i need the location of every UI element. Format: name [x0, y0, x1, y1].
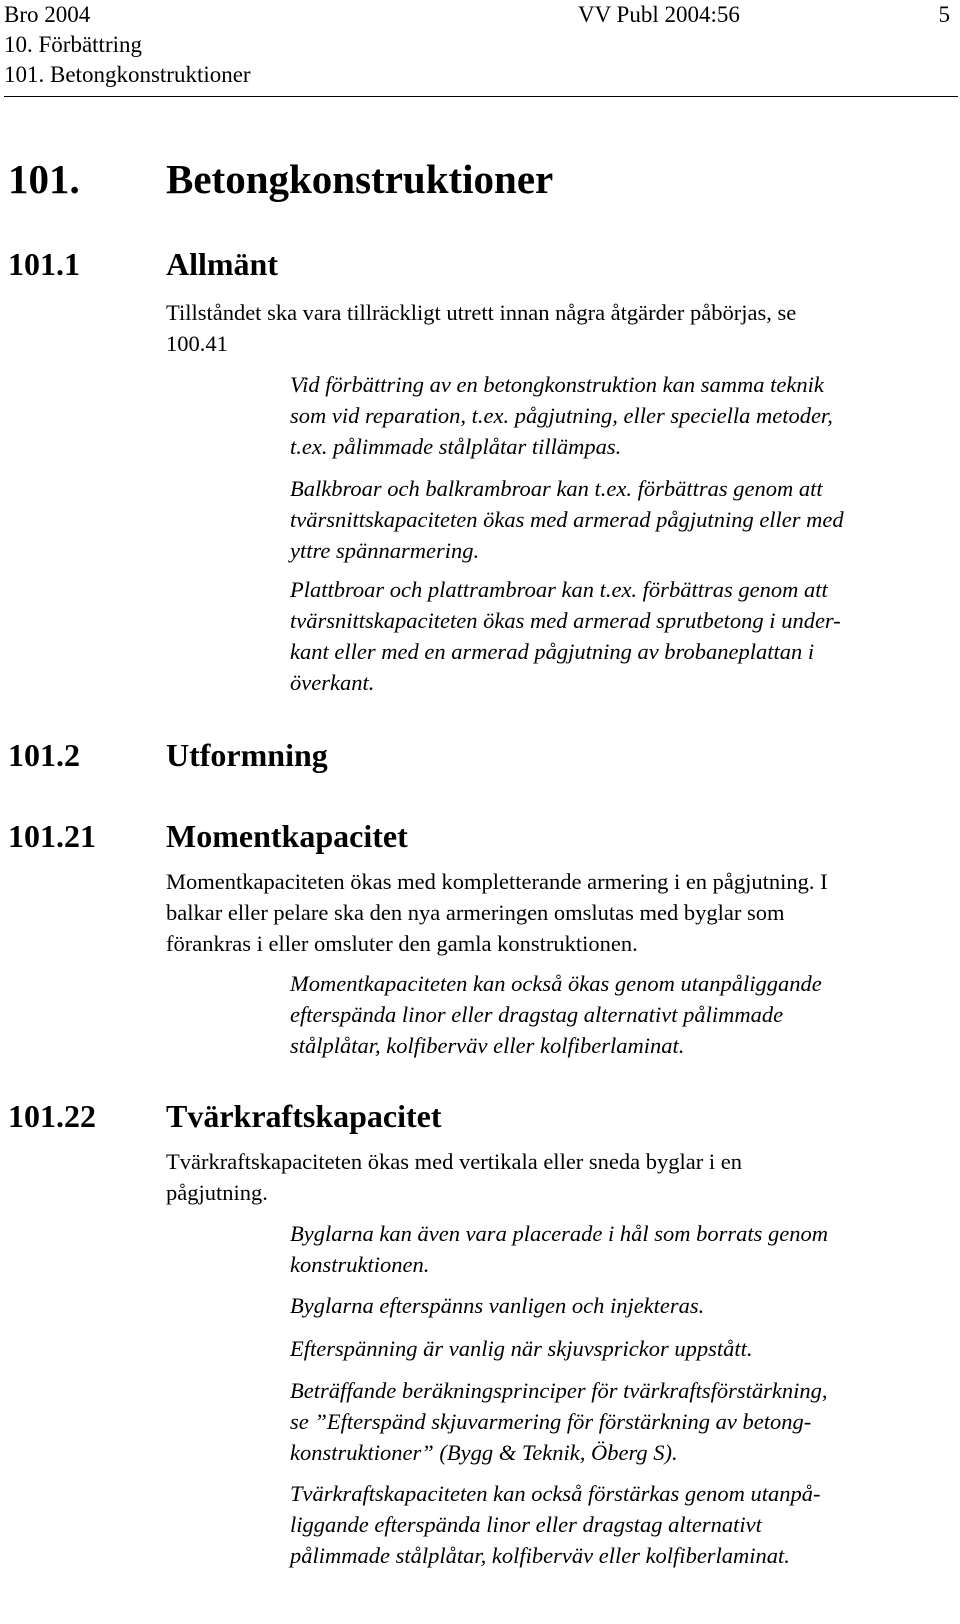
text-line: 100.41 [166, 331, 228, 356]
text-line: Tvärkraftskapaciteten ökas med vertikala eller sneda byglar i en [166, 1149, 742, 1174]
section-number: 101.22 [8, 1098, 96, 1134]
advice-paragraph [290, 574, 956, 698]
advice-paragraph [290, 1333, 956, 1364]
text-line: pågjutning. [166, 1180, 268, 1205]
text-line: stålplåtar, kolfiberväv eller kolfiberlaminat. [290, 1033, 685, 1058]
text-line: Beträffande beräkningsprinciper för tvärkraftsförstärkning, [290, 1378, 828, 1403]
header-publication: VV Publ 2004:56 [578, 2, 740, 27]
section-number: 101.1 [8, 246, 80, 282]
text-line: Byglarna kan även vara placerade i hål som borrats genom [290, 1221, 829, 1246]
text-line: konstruktioner” (Bygg & Teknik, Öberg S). [290, 1440, 678, 1465]
header-document-name: Bro 2004 [4, 2, 91, 27]
header-left [4, 0, 251, 90]
paragraph-requirement [166, 1146, 956, 1208]
header-section: 101. Betongkonstruktioner [4, 62, 251, 87]
chapter-number: 101. [8, 156, 80, 202]
text-line: Efterspänning är vanlig när skjuvsprickor uppstått. [290, 1336, 753, 1361]
header-page-number: 5 [938, 2, 950, 27]
text-line: konstruktionen. [290, 1252, 430, 1277]
text-line: Plattbroar och plattrambroar kan t.ex. förbättras genom att [290, 577, 828, 602]
text-line: se ”Efterspänd skjuvarmering för förstärkning av betong- [290, 1409, 812, 1434]
text-line: tvärsnittskapaciteten ökas med armerad pågjutning eller med [290, 507, 844, 532]
advice-paragraph [290, 369, 956, 462]
text-line: t.ex. pålimmade stålplåtar tillämpas. [290, 434, 622, 459]
text-line: Vid förbättring av en betongkonstruktion kan samma teknik [290, 372, 824, 397]
text-line: Momentkapaciteten ökas med kompletterande armering i en pågjutning. I [166, 869, 828, 894]
text-line: liggande efterspända linor eller dragstag alternativt [290, 1512, 762, 1537]
text-line: Tillståndet ska vara tillräckligt utrett innan några åtgärder påbörjas, se [166, 300, 797, 325]
paragraph-requirement [166, 297, 956, 359]
chapter-title: Betongkonstruktioner [166, 156, 554, 202]
advice-paragraph [290, 968, 956, 1061]
section-title: Momentkapacitet [166, 818, 408, 854]
advice-paragraph [290, 1375, 956, 1468]
text-line: balkar eller pelare ska den nya armeringen omslutas med byglar som [166, 900, 785, 925]
page-header [4, 0, 958, 97]
advice-paragraph [290, 473, 956, 566]
text-line: förankras i eller omsluter den gamla konstruktionen. [166, 931, 638, 956]
advice-paragraph [290, 1218, 956, 1280]
text-line: efterspända linor eller dragstag alternativt pålimmade [290, 1002, 784, 1027]
section-title: Utformning [166, 737, 328, 773]
section-title: Allmänt [166, 246, 278, 282]
section-number: 101.21 [8, 818, 96, 854]
section-title: Tvärkraftskapacitet [166, 1098, 442, 1134]
text-line: pålimmade stålplåtar, kolfiberväv eller kolfiberlaminat. [290, 1543, 790, 1568]
text-line: som vid reparation, t.ex. pågjutning, eller speciella metoder, [290, 403, 833, 428]
text-line: Balkbroar och balkrambroar kan t.ex. förbättras genom att [290, 476, 823, 501]
advice-paragraph [290, 1478, 956, 1571]
advice-paragraph [290, 1290, 956, 1321]
text-line: Byglarna efterspänns vanligen och injekteras. [290, 1293, 705, 1318]
text-line: tvärsnittskapaciteten ökas med armerad sprutbetong i under- [290, 608, 841, 633]
section-number: 101.2 [8, 737, 80, 773]
text-line: yttre spännarmering. [290, 538, 480, 563]
header-chapter: 10. Förbättring [4, 32, 142, 57]
text-line: Tvärkraftskapaciteten kan också förstärkas genom utanpå- [290, 1481, 821, 1506]
text-line: kant eller med en armerad pågjutning av brobaneplattan i [290, 639, 815, 664]
paragraph-requirement [166, 866, 956, 959]
text-line: Momentkapaciteten kan också ökas genom utanpåliggande [290, 971, 822, 996]
text-line: överkant. [290, 670, 375, 695]
